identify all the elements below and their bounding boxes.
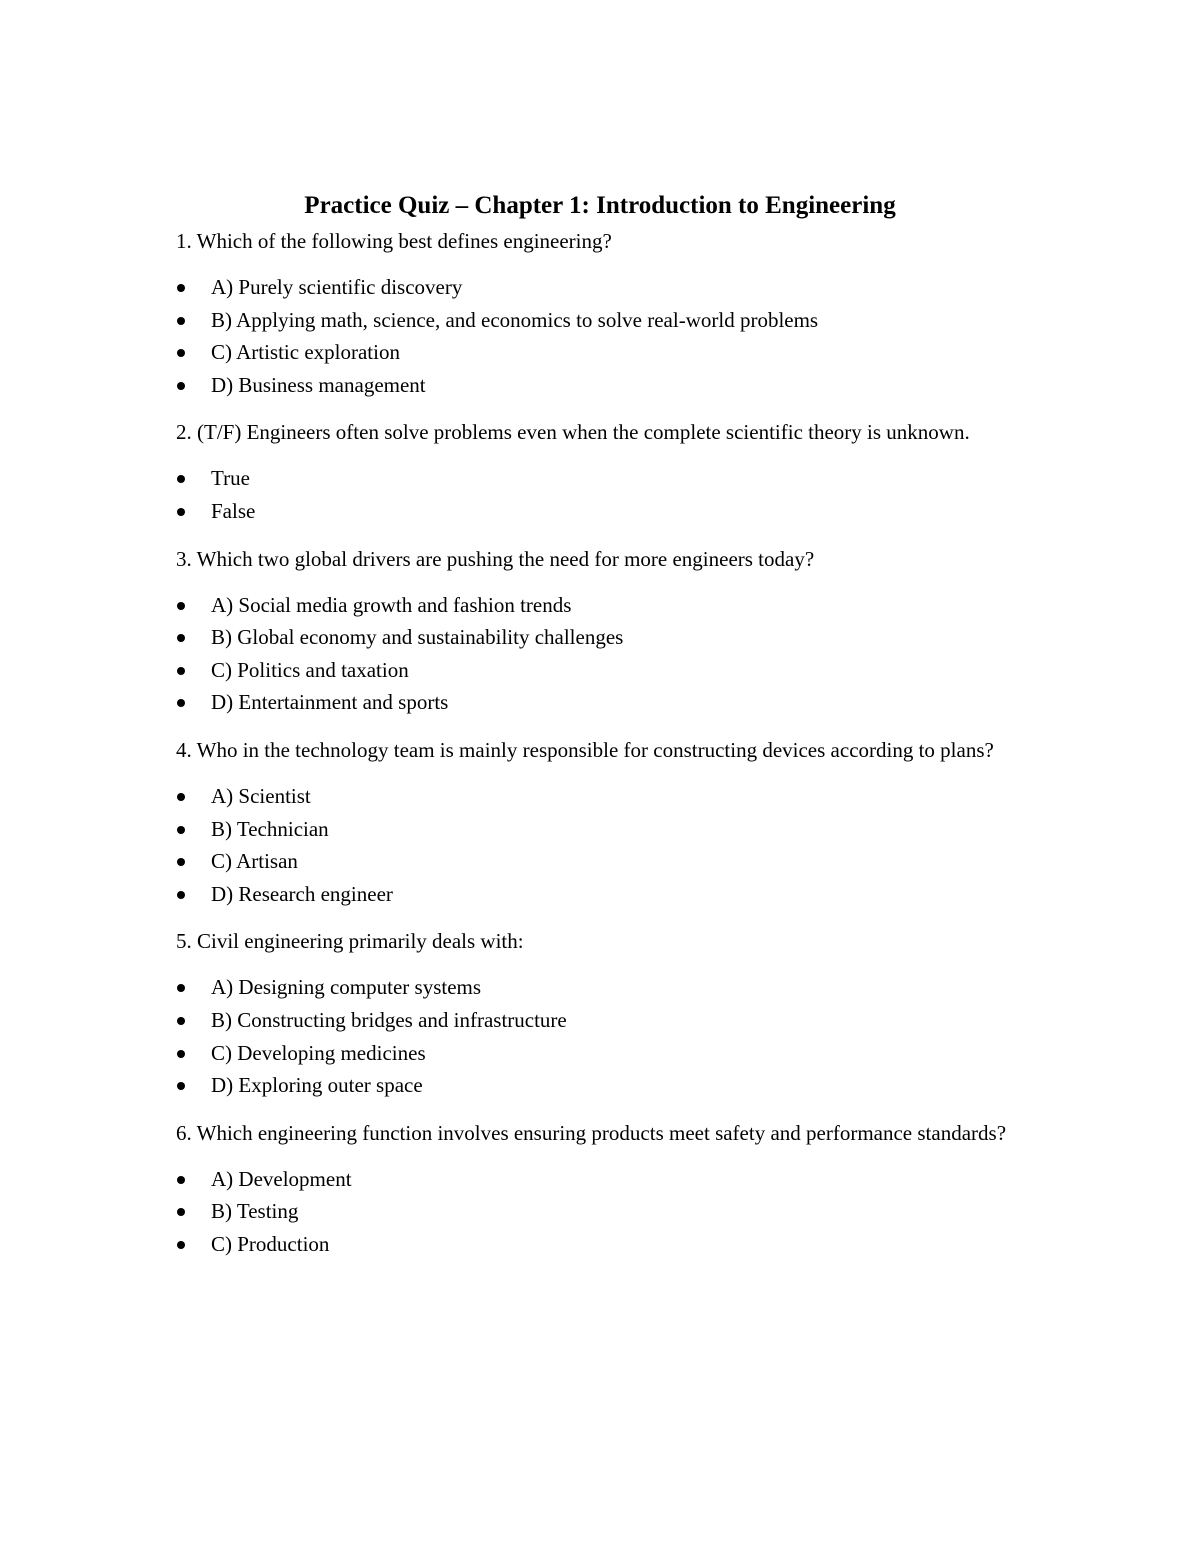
question-2-option-true [176, 462, 1016, 495]
option-label: C) Politics and taxation [211, 657, 409, 682]
option-label: A) Social media growth and fashion trends [211, 592, 572, 617]
option-label: C) Artistic exploration [211, 340, 400, 365]
option-label: True [211, 466, 250, 491]
question-2-options [176, 462, 1016, 527]
question-4-text: 4. Who in the technology team is mainly responsible for constructing devices according to plans? [176, 737, 994, 762]
bullet-icon [177, 634, 185, 642]
quiz-content [176, 226, 1016, 1276]
question-1-option-b [176, 304, 1016, 337]
bullet-icon [177, 1208, 185, 1216]
option-label: D) Exploring outer space [211, 1073, 423, 1098]
question-1 [176, 226, 1016, 401]
bullet-icon [177, 984, 185, 992]
question-5 [176, 926, 1016, 1101]
bullet-icon [177, 699, 185, 707]
bullet-icon [177, 475, 185, 483]
bullet-icon [177, 508, 185, 516]
option-label: A) Designing computer systems [211, 975, 482, 1000]
bullet-icon [177, 1050, 185, 1058]
question-4-options [176, 780, 1016, 910]
bullet-icon [177, 382, 185, 390]
bullet-icon [177, 793, 185, 801]
option-label: A) Development [211, 1166, 352, 1191]
option-label: D) Entertainment and sports [211, 690, 449, 715]
question-6-option-c [176, 1228, 1016, 1261]
option-label: D) Business management [211, 372, 426, 397]
option-label: C) Artisan [211, 849, 298, 874]
question-6 [176, 1118, 1016, 1261]
question-2-option-false [176, 495, 1016, 528]
question-4-option-b [176, 813, 1016, 846]
bullet-icon [177, 1082, 185, 1090]
option-label: B) Technician [211, 816, 329, 841]
option-label: D) Research engineer [211, 881, 393, 906]
option-label: A) Scientist [211, 783, 311, 808]
question-2-text: 2. (T/F) Engineers often solve problems even when the complete scientific theory is unknown. [176, 420, 970, 445]
bullet-icon [177, 602, 185, 610]
page-title: Practice Quiz – Chapter 1: Introduction to Engineering [304, 192, 896, 219]
question-5-option-a [176, 971, 1016, 1004]
question-6-options [176, 1163, 1016, 1261]
question-4-option-c [176, 845, 1016, 878]
option-label: C) Production [211, 1231, 330, 1256]
option-label: C) Developing medicines [211, 1040, 426, 1065]
bullet-icon [177, 349, 185, 357]
question-1-option-c [176, 336, 1016, 369]
bullet-icon [177, 1176, 185, 1184]
question-1-option-d [176, 369, 1016, 402]
bullet-icon [177, 284, 185, 292]
question-4-option-d [176, 878, 1016, 911]
question-1-option-a [176, 271, 1016, 304]
question-5-options [176, 971, 1016, 1101]
bullet-icon [177, 667, 185, 675]
question-3-option-d [176, 686, 1016, 719]
bullet-icon [177, 891, 185, 899]
option-label: B) Constructing bridges and infrastructure [211, 1007, 567, 1032]
option-label: B) Testing [211, 1199, 299, 1224]
option-label: B) Global economy and sustainability challenges [211, 625, 624, 650]
question-3-option-c [176, 654, 1016, 687]
question-5-option-d [176, 1069, 1016, 1102]
question-3-option-a [176, 589, 1016, 622]
question-5-option-b [176, 1004, 1016, 1037]
question-6-option-b [176, 1195, 1016, 1228]
option-label: A) Purely scientific discovery [211, 275, 463, 299]
question-3 [176, 544, 1016, 719]
question-4 [176, 735, 1016, 910]
question-1-text: 1. Which of the following best defines engineering? [176, 229, 612, 253]
question-3-text: 3. Which two global drivers are pushing the need for more engineers today? [176, 546, 815, 571]
bullet-icon [177, 1017, 185, 1025]
question-6-text: 6. Which engineering function involves ensuring products meet safety and performance standards? [176, 1120, 1007, 1145]
question-6-option-a [176, 1163, 1016, 1196]
bullet-icon [177, 826, 185, 834]
question-1-options [176, 271, 1016, 401]
bullet-icon [177, 1241, 185, 1249]
question-3-option-b [176, 621, 1016, 654]
question-2 [176, 417, 1016, 527]
option-label: False [211, 498, 256, 523]
question-4-option-a [176, 780, 1016, 813]
question-3-options [176, 589, 1016, 719]
option-label: B) Applying math, science, and economics to solve real-world problems [211, 307, 819, 332]
bullet-icon [177, 858, 185, 866]
question-5-option-c [176, 1037, 1016, 1070]
question-5-text: 5. Civil engineering primarily deals with: [176, 929, 524, 954]
bullet-icon [177, 317, 185, 325]
